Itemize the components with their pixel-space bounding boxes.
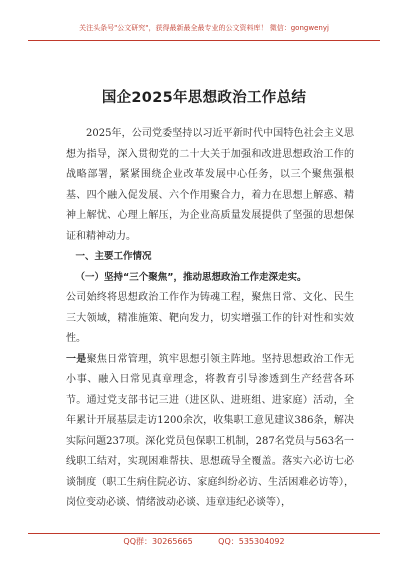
- footer-divider: [28, 533, 380, 534]
- body-paragraph: 公司始终将思想政治工作作为铸魂工程，聚焦日常、文化、民生三大领域，精准施策、靶向发力，切实增强工作的针对性和实效性。: [66, 292, 354, 344]
- document-title: 国企2025年思想政治工作总结: [101, 90, 307, 106]
- section-heading: 一、主要工作情况: [75, 251, 152, 262]
- point-text: 聚焦日常管理，筑牢思想引领主阵地。坚持思想政治工作无小事、融入日常见真章理念，将教育引导渗透到生产经营各环节。通过党支部书记三进（进区队、进班组、进家庭）活动，全年累计开展基层走访1200余次，收集职工意见建议386条，解决实际问题237项。深化党员包保职工机制，287名党员与563名一线职工结对，实现困难帮扶、思想疏导全覆盖。落实六必访七必谈制度（职工生病住院必访、家庭纠纷必访、生活困难必访等），岗位变动必谈、情绪波动必谈、违章违纪必谈等），: [66, 353, 355, 508]
- intro-paragraph: 2025年，公司党委坚持以习近平新时代中国特色社会主义思想为指导，深入贯彻党的二十大关于加强和改进思想政治工作的战略部署，紧紧围绕企业改革发展中心任务，以三个聚焦强根基、四个融入促发展、六个作用聚合力，着力在思想上解惑、精神上解忧、心理上解压，为企业高质量发展提供了坚强的思想保证和精神动力。: [66, 128, 354, 242]
- body-paragraph-2: [66, 350, 354, 514]
- document-body: [66, 124, 354, 514]
- header-divider: [28, 40, 380, 41]
- subsection-heading: （一）坚持“三个聚焦”，推动思想政治工作走深走实。: [75, 271, 307, 283]
- header-banner: 关注头条号"公文研究"，获得最新最全最专业的公文资料库！ 微信：gongwenyj: [79, 24, 329, 32]
- footer-contact: QQ群：30265665 QQ：535304092: [123, 537, 285, 546]
- point-marker: 一是: [66, 353, 87, 365]
